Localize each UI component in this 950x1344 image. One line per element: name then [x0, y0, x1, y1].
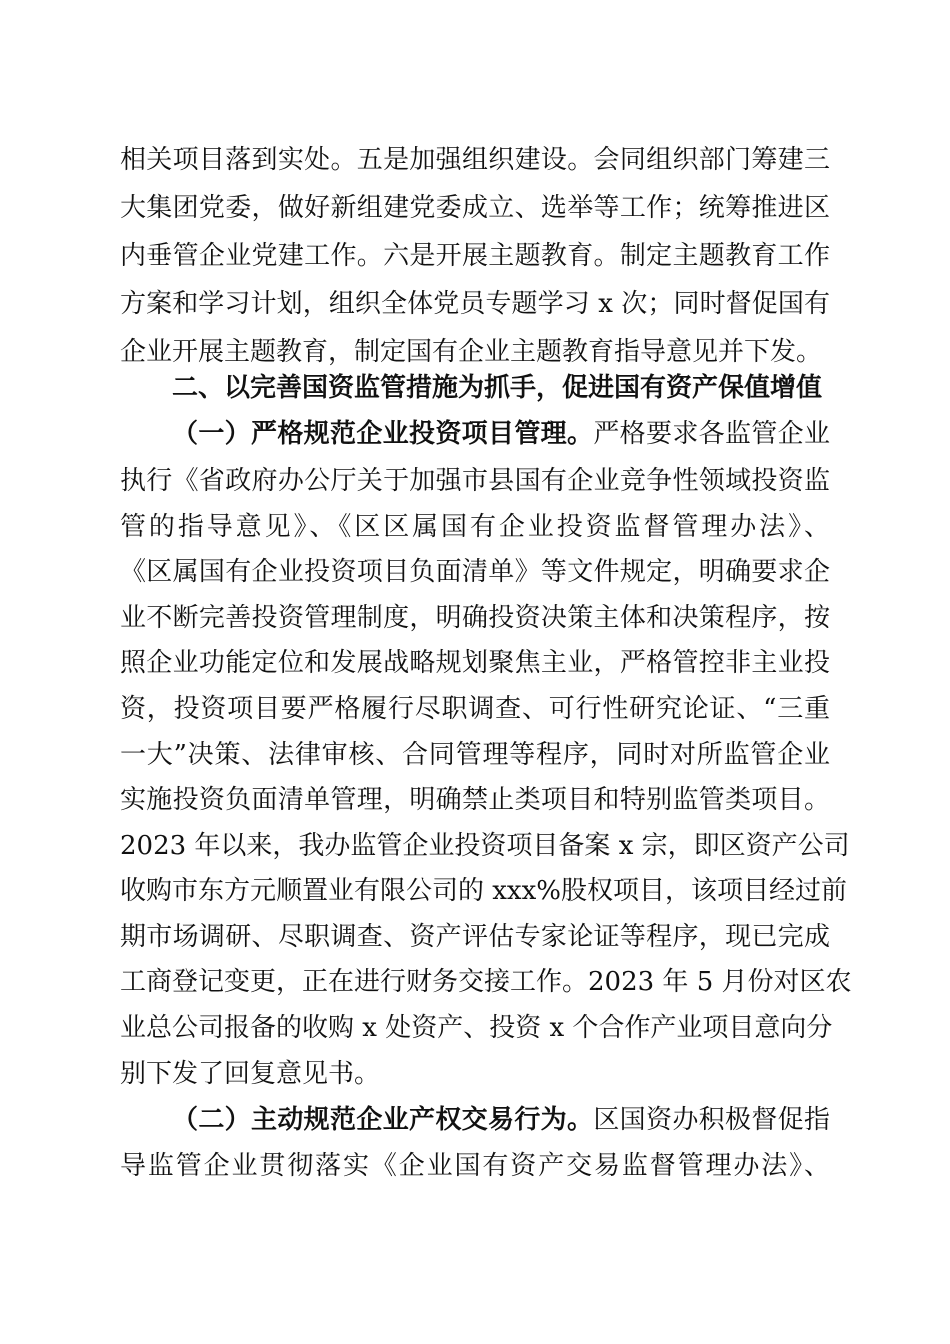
- intro-line-5: 企业开展主题教育，制定国有企业主题教育指导意见并下发。: [120, 337, 823, 367]
- sub2-first-line-rest: 区国资办积极督促指: [593, 1105, 830, 1135]
- intro-line-2: 大集团党委，做好新组建党委成立、选举等工作；统筹推进区: [120, 193, 830, 223]
- sub1-line-9: 2023 年以来，我办监管企业投资项目备案 x 宗，即区资产公司: [120, 831, 850, 861]
- sub1-line-3: 《区属国有企业投资项目负面清单》等文件规定，明确要求企: [120, 557, 830, 587]
- sub1-line-14: 别下发了回复意见书。: [120, 1059, 381, 1089]
- intro-line-1: 相关项目落到实处。五是加强组织建设。会同组织部门筹建三: [120, 145, 830, 175]
- sub1-lead: （一）严格规范企业投资项目管理。: [172, 419, 594, 449]
- sub1-line-4: 业不断完善投资管理制度，明确投资决策主体和决策程序，按: [120, 603, 830, 633]
- sub2-line-1: 导监管企业贯彻落实《企业国有资产交易监督管理办法》、: [120, 1151, 830, 1181]
- sub1-line-12: 工商登记变更，正在进行财务交接工作。2023 年 5 月份对区农: [120, 967, 852, 997]
- sub2-first-line: [172, 1094, 830, 1146]
- sub1-line-5: 照企业功能定位和发展战略规划聚焦主业，严格管控非主业投: [120, 648, 830, 678]
- intro-line-3: 内垂管企业党建工作。六是开展主题教育。制定主题教育工作: [120, 241, 830, 271]
- sub1-line-10: 收购市东方元顺置业有限公司的 xxx%股权项目，该项目经过前: [120, 876, 847, 906]
- sub1-line-6: 资，投资项目要严格履行尽职调查、可行性研究论证、“三重: [120, 694, 830, 724]
- sub2-lead: （二）主动规范企业产权交易行为。: [172, 1105, 594, 1135]
- sub1-line-11: 期市场调研、尽职调查、资产评估专家论证等程序，现已完成: [120, 922, 830, 952]
- sub1-first-line: [172, 408, 830, 460]
- sub1-line-8: 实施投资负面清单管理，明确禁止类项目和特别监管类项目。: [120, 785, 830, 815]
- sub1-line-1: 执行《省政府办公厅关于加强市县国有企业竞争性领域投资监: [120, 466, 830, 496]
- sub1-line-2: 管的指导意见》、《区区属国有企业投资监督管理办法》、: [120, 512, 830, 542]
- sub1-line-13: 业总公司报备的收购 x 处资产、投资 x 个合作产业项目意向分: [120, 1013, 833, 1043]
- intro-line-4: 方案和学习计划，组织全体党员专题学习 x 次；同时督促国有: [120, 289, 830, 319]
- sub1-line-7: 一大”决策、法律审核、合同管理等程序，同时对所监管企业: [120, 740, 830, 770]
- sub1-first-line-rest: 严格要求各监管企业: [593, 419, 830, 449]
- section-heading: 二、以完善国资监管措施为抓手，促进国有资产保值增值: [172, 373, 823, 403]
